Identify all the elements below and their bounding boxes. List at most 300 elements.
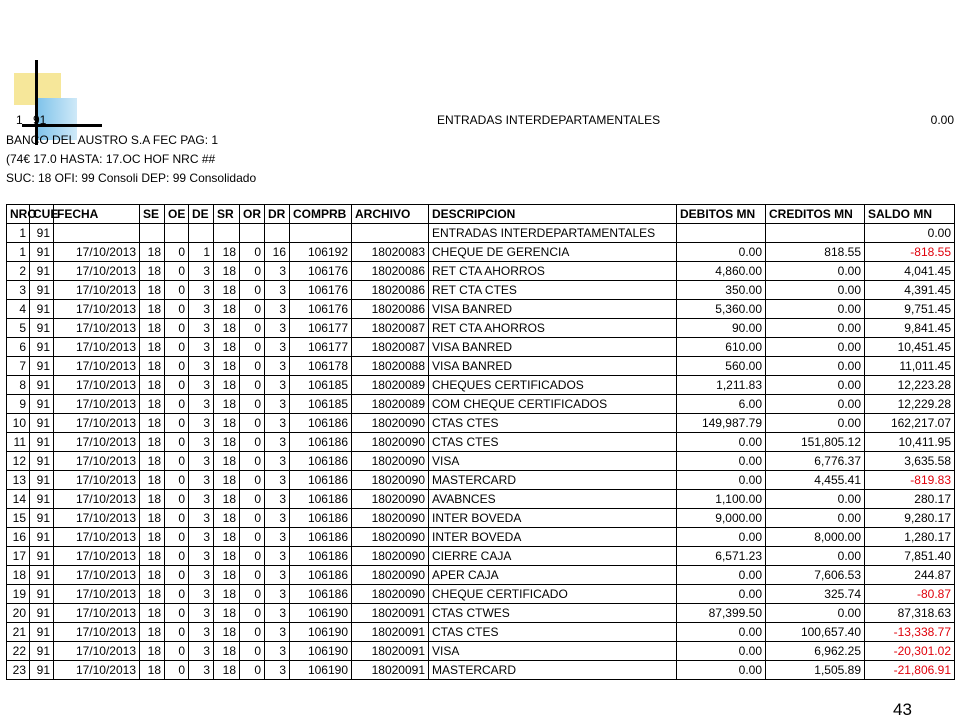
cell-comprb: 106190	[290, 623, 352, 642]
table-row	[7, 661, 955, 680]
cell-saldo: 4,041.45	[865, 262, 955, 281]
cell-comprb: 106185	[290, 376, 352, 395]
cell-cue: 91	[30, 490, 54, 509]
cell-cue: 91	[30, 395, 54, 414]
cell-sr: 18	[214, 623, 240, 642]
cell-sr: 18	[214, 585, 240, 604]
cell-se: 18	[140, 376, 165, 395]
cell-cue: 91	[30, 471, 54, 490]
cell-de	[189, 224, 214, 243]
table-row	[7, 376, 955, 395]
cell-or: 0	[240, 395, 265, 414]
transactions-table	[6, 204, 955, 680]
table-row	[7, 262, 955, 281]
cell-dr: 3	[265, 661, 290, 680]
cell-dr: 3	[265, 452, 290, 471]
cell-saldo: 7,851.40	[865, 547, 955, 566]
cell-saldo: -80.87	[865, 585, 955, 604]
cell-archivo: 18020086	[352, 281, 429, 300]
cell-archivo: 18020086	[352, 262, 429, 281]
cell-sr: 18	[214, 661, 240, 680]
cell-nro: 1	[7, 224, 30, 243]
cell-fecha: 17/10/2013	[54, 642, 140, 661]
cell-archivo: 18020090	[352, 585, 429, 604]
cell-saldo: 10,411.95	[865, 433, 955, 452]
cell-nro: 10	[7, 414, 30, 433]
cell-oe: 0	[165, 281, 189, 300]
cell-saldo: -20,301.02	[865, 642, 955, 661]
table-row	[7, 243, 955, 262]
col-header-descripcion: DESCRIPCION	[429, 205, 677, 224]
cell-debitos: 9,000.00	[677, 509, 766, 528]
cell-archivo: 18020090	[352, 566, 429, 585]
cell-comprb: 106176	[290, 281, 352, 300]
cell-oe: 0	[165, 604, 189, 623]
cell-fecha: 17/10/2013	[54, 452, 140, 471]
cell-or: 0	[240, 300, 265, 319]
cell-debitos: 0.00	[677, 642, 766, 661]
cell-de: 3	[189, 281, 214, 300]
cell-descripcion: ENTRADAS INTERDEPARTAMENTALES	[429, 224, 677, 243]
cell-creditos: 6,962.25	[766, 642, 865, 661]
cell-creditos: 0.00	[766, 414, 865, 433]
cell-de: 3	[189, 338, 214, 357]
cell-archivo: 18020089	[352, 395, 429, 414]
cell-se: 18	[140, 281, 165, 300]
cell-debitos: 6,571.23	[677, 547, 766, 566]
cell-se: 18	[140, 642, 165, 661]
cell-debitos	[677, 224, 766, 243]
cell-cue: 91	[30, 547, 54, 566]
cell-creditos: 0.00	[766, 547, 865, 566]
col-header-creditos: CREDITOS MN	[766, 205, 865, 224]
cell-descripcion: RET CTA CTES	[429, 281, 677, 300]
cell-debitos: 0.00	[677, 585, 766, 604]
cell-archivo: 18020088	[352, 357, 429, 376]
table-row	[7, 585, 955, 604]
cell-dr: 3	[265, 566, 290, 585]
cell-archivo: 18020089	[352, 376, 429, 395]
col-header-sr: SR	[214, 205, 240, 224]
cell-descripcion: CTAS CTES	[429, 414, 677, 433]
table-row	[7, 224, 955, 243]
summary-saldo: 0.00	[930, 113, 954, 127]
cell-dr: 3	[265, 319, 290, 338]
cell-creditos: 100,657.40	[766, 623, 865, 642]
cell-comprb: 106177	[290, 338, 352, 357]
cell-or	[240, 224, 265, 243]
cell-se: 18	[140, 262, 165, 281]
cell-archivo: 18020091	[352, 661, 429, 680]
cell-saldo: -13,338.77	[865, 623, 955, 642]
cell-de: 3	[189, 471, 214, 490]
cell-saldo: 162,217.07	[865, 414, 955, 433]
cell-debitos: 4,860.00	[677, 262, 766, 281]
cell-comprb: 106186	[290, 528, 352, 547]
table-row	[7, 433, 955, 452]
cell-se: 18	[140, 604, 165, 623]
cell-creditos: 0.00	[766, 376, 865, 395]
cell-se: 18	[140, 395, 165, 414]
cell-fecha: 17/10/2013	[54, 623, 140, 642]
col-header-or: OR	[240, 205, 265, 224]
cell-nro: 16	[7, 528, 30, 547]
cell-sr: 18	[214, 281, 240, 300]
cell-fecha: 17/10/2013	[54, 585, 140, 604]
cell-or: 0	[240, 547, 265, 566]
summary-cue: 91	[33, 113, 47, 127]
cell-debitos: 87,399.50	[677, 604, 766, 623]
cell-descripcion: CIERRE CAJA	[429, 547, 677, 566]
cell-saldo: 9,280.17	[865, 509, 955, 528]
cell-creditos: 0.00	[766, 604, 865, 623]
cell-saldo: 10,451.45	[865, 338, 955, 357]
cell-fecha: 17/10/2013	[54, 243, 140, 262]
cell-dr: 3	[265, 376, 290, 395]
cell-oe: 0	[165, 376, 189, 395]
table-row	[7, 490, 955, 509]
cell-sr: 18	[214, 338, 240, 357]
cell-comprb: 106176	[290, 300, 352, 319]
cell-fecha: 17/10/2013	[54, 547, 140, 566]
cell-dr: 3	[265, 357, 290, 376]
cell-descripcion: COM CHEQUE CERTIFICADOS	[429, 395, 677, 414]
cell-comprb: 106186	[290, 585, 352, 604]
cell-fecha: 17/10/2013	[54, 357, 140, 376]
cell-archivo: 18020090	[352, 414, 429, 433]
cell-saldo: 87,318.63	[865, 604, 955, 623]
cell-oe: 0	[165, 262, 189, 281]
cell-sr: 18	[214, 490, 240, 509]
cell-dr: 3	[265, 642, 290, 661]
col-header-comprb: COMPRB	[290, 205, 352, 224]
cell-saldo: -21,806.91	[865, 661, 955, 680]
cell-nro: 1	[7, 243, 30, 262]
cell-creditos: 0.00	[766, 395, 865, 414]
cell-fecha: 17/10/2013	[54, 604, 140, 623]
cell-se	[140, 224, 165, 243]
cell-sr	[214, 224, 240, 243]
cell-descripcion: CTAS CTES	[429, 623, 677, 642]
cell-comprb: 106186	[290, 433, 352, 452]
cell-dr: 3	[265, 490, 290, 509]
cell-oe: 0	[165, 300, 189, 319]
cell-se: 18	[140, 414, 165, 433]
cell-archivo: 18020087	[352, 338, 429, 357]
cell-oe: 0	[165, 642, 189, 661]
cell-comprb: 106186	[290, 452, 352, 471]
cell-de: 1	[189, 243, 214, 262]
cell-saldo: 4,391.45	[865, 281, 955, 300]
cell-dr: 3	[265, 281, 290, 300]
cell-saldo: 12,223.28	[865, 376, 955, 395]
cell-oe: 0	[165, 243, 189, 262]
cell-saldo: 1,280.17	[865, 528, 955, 547]
cell-archivo: 18020086	[352, 300, 429, 319]
cell-debitos: 6.00	[677, 395, 766, 414]
cell-descripcion: VISA	[429, 642, 677, 661]
cell-dr: 3	[265, 262, 290, 281]
table-row	[7, 509, 955, 528]
cell-creditos: 0.00	[766, 319, 865, 338]
cell-fecha: 17/10/2013	[54, 528, 140, 547]
cell-comprb: 106177	[290, 319, 352, 338]
cell-oe: 0	[165, 490, 189, 509]
table-row	[7, 642, 955, 661]
cell-debitos: 0.00	[677, 243, 766, 262]
cell-comprb	[290, 224, 352, 243]
cell-se: 18	[140, 661, 165, 680]
cell-descripcion: CTAS CTES	[429, 433, 677, 452]
cell-oe: 0	[165, 471, 189, 490]
cell-archivo: 18020090	[352, 490, 429, 509]
col-header-saldo: SALDO MN	[865, 205, 955, 224]
cell-oe: 0	[165, 414, 189, 433]
cell-or: 0	[240, 281, 265, 300]
cell-cue: 91	[30, 262, 54, 281]
cell-sr: 18	[214, 509, 240, 528]
cell-archivo: 18020090	[352, 471, 429, 490]
cell-debitos: 0.00	[677, 433, 766, 452]
cell-se: 18	[140, 547, 165, 566]
cell-fecha: 17/10/2013	[54, 661, 140, 680]
cell-de: 3	[189, 604, 214, 623]
cell-dr: 3	[265, 509, 290, 528]
cell-cue: 91	[30, 224, 54, 243]
table-row	[7, 281, 955, 300]
cell-archivo: 18020090	[352, 547, 429, 566]
cell-comprb: 106186	[290, 414, 352, 433]
cell-se: 18	[140, 243, 165, 262]
cell-cue: 91	[30, 433, 54, 452]
cell-or: 0	[240, 566, 265, 585]
cell-or: 0	[240, 585, 265, 604]
table-row	[7, 547, 955, 566]
cell-debitos: 610.00	[677, 338, 766, 357]
cell-oe	[165, 224, 189, 243]
cell-sr: 18	[214, 433, 240, 452]
cell-fecha: 17/10/2013	[54, 490, 140, 509]
cell-saldo: 244.87	[865, 566, 955, 585]
col-header-debitos: DEBITOS MN	[677, 205, 766, 224]
col-header-dr: DR	[265, 205, 290, 224]
cell-fecha: 17/10/2013	[54, 471, 140, 490]
cell-fecha	[54, 224, 140, 243]
cell-dr: 3	[265, 547, 290, 566]
cell-oe: 0	[165, 585, 189, 604]
cell-descripcion: AVABNCES	[429, 490, 677, 509]
cell-cue: 91	[30, 642, 54, 661]
cell-de: 3	[189, 490, 214, 509]
cell-de: 3	[189, 661, 214, 680]
cell-creditos: 0.00	[766, 338, 865, 357]
cell-debitos: 149,987.79	[677, 414, 766, 433]
cell-dr: 3	[265, 623, 290, 642]
cell-dr: 3	[265, 585, 290, 604]
cell-archivo: 18020091	[352, 623, 429, 642]
cell-archivo	[352, 224, 429, 243]
col-header-de: DE	[189, 205, 214, 224]
cell-oe: 0	[165, 623, 189, 642]
cell-or: 0	[240, 623, 265, 642]
cell-comprb: 106190	[290, 642, 352, 661]
cell-debitos: 0.00	[677, 452, 766, 471]
cell-creditos: 8,000.00	[766, 528, 865, 547]
cell-se: 18	[140, 319, 165, 338]
cell-sr: 18	[214, 566, 240, 585]
cell-se: 18	[140, 452, 165, 471]
cell-creditos: 0.00	[766, 281, 865, 300]
cell-dr: 3	[265, 471, 290, 490]
cell-nro: 5	[7, 319, 30, 338]
cell-oe: 0	[165, 528, 189, 547]
cell-or: 0	[240, 414, 265, 433]
cell-fecha: 17/10/2013	[54, 300, 140, 319]
cell-debitos: 0.00	[677, 623, 766, 642]
cell-de: 3	[189, 509, 214, 528]
cell-sr: 18	[214, 471, 240, 490]
cell-sr: 18	[214, 642, 240, 661]
cell-nro: 2	[7, 262, 30, 281]
cell-sr: 18	[214, 452, 240, 471]
cell-de: 3	[189, 414, 214, 433]
cell-descripcion: RET CTA AHORROS	[429, 262, 677, 281]
cell-comprb: 106185	[290, 395, 352, 414]
cell-creditos: 0.00	[766, 509, 865, 528]
cell-archivo: 18020090	[352, 509, 429, 528]
cell-creditos: 0.00	[766, 300, 865, 319]
cell-cue: 91	[30, 338, 54, 357]
cell-dr: 3	[265, 395, 290, 414]
cell-archivo: 18020090	[352, 452, 429, 471]
cell-debitos: 0.00	[677, 528, 766, 547]
cell-creditos: 6,776.37	[766, 452, 865, 471]
cell-or: 0	[240, 642, 265, 661]
col-header-archivo: ARCHIVO	[352, 205, 429, 224]
cell-archivo: 18020090	[352, 528, 429, 547]
cell-creditos: 0.00	[766, 262, 865, 281]
cell-archivo: 18020091	[352, 642, 429, 661]
cell-de: 3	[189, 300, 214, 319]
cell-oe: 0	[165, 547, 189, 566]
cell-or: 0	[240, 338, 265, 357]
cell-cue: 91	[30, 376, 54, 395]
cell-de: 3	[189, 623, 214, 642]
cell-cue: 91	[30, 414, 54, 433]
summary-nro: 1	[16, 113, 23, 127]
cell-descripcion: INTER BOVEDA	[429, 509, 677, 528]
cell-de: 3	[189, 547, 214, 566]
cell-se: 18	[140, 623, 165, 642]
cell-nro: 21	[7, 623, 30, 642]
cell-nro: 22	[7, 642, 30, 661]
cell-or: 0	[240, 509, 265, 528]
cell-creditos: 151,805.12	[766, 433, 865, 452]
cell-sr: 18	[214, 395, 240, 414]
cell-comprb: 106192	[290, 243, 352, 262]
table-row	[7, 395, 955, 414]
cell-creditos: 0.00	[766, 357, 865, 376]
cell-nro: 23	[7, 661, 30, 680]
table-row	[7, 623, 955, 642]
cell-cue: 91	[30, 661, 54, 680]
cell-comprb: 106176	[290, 262, 352, 281]
cell-dr: 3	[265, 300, 290, 319]
cell-or: 0	[240, 452, 265, 471]
cell-de: 3	[189, 376, 214, 395]
cell-de: 3	[189, 262, 214, 281]
table-row	[7, 338, 955, 357]
cell-de: 3	[189, 433, 214, 452]
cell-debitos: 0.00	[677, 471, 766, 490]
col-header-fecha: FECHA	[54, 205, 140, 224]
cell-dr: 3	[265, 338, 290, 357]
cell-oe: 0	[165, 319, 189, 338]
cell-cue: 91	[30, 357, 54, 376]
cell-nro: 15	[7, 509, 30, 528]
table-row	[7, 471, 955, 490]
summary-descripcion: ENTRADAS INTERDEPARTAMENTALES	[437, 113, 661, 127]
cell-or: 0	[240, 433, 265, 452]
cell-nro: 14	[7, 490, 30, 509]
cell-nro: 12	[7, 452, 30, 471]
cell-debitos: 5,360.00	[677, 300, 766, 319]
cell-debitos: 0.00	[677, 566, 766, 585]
cell-cue: 91	[30, 243, 54, 262]
cell-nro: 17	[7, 547, 30, 566]
cell-sr: 18	[214, 357, 240, 376]
cell-saldo: 12,229.28	[865, 395, 955, 414]
cell-fecha: 17/10/2013	[54, 376, 140, 395]
page-number: 43	[893, 700, 912, 719]
cell-sr: 18	[214, 376, 240, 395]
cell-creditos: 818.55	[766, 243, 865, 262]
cell-saldo: 280.17	[865, 490, 955, 509]
col-header-cue: CUE	[30, 205, 54, 224]
cell-oe: 0	[165, 433, 189, 452]
cell-comprb: 106186	[290, 547, 352, 566]
cell-oe: 0	[165, 338, 189, 357]
table-row	[7, 604, 955, 623]
cell-saldo: 0.00	[865, 224, 955, 243]
cell-comprb: 106186	[290, 471, 352, 490]
cell-cue: 91	[30, 623, 54, 642]
cell-sr: 18	[214, 604, 240, 623]
cell-cue: 91	[30, 509, 54, 528]
cell-cue: 91	[30, 319, 54, 338]
cell-se: 18	[140, 471, 165, 490]
cell-comprb: 106190	[290, 661, 352, 680]
table-row	[7, 357, 955, 376]
cell-nro: 4	[7, 300, 30, 319]
table-row	[7, 452, 955, 471]
cell-oe: 0	[165, 566, 189, 585]
cell-descripcion: MASTERCARD	[429, 661, 677, 680]
cell-nro: 3	[7, 281, 30, 300]
cell-oe: 0	[165, 661, 189, 680]
cell-sr: 18	[214, 547, 240, 566]
col-header-oe: OE	[165, 205, 189, 224]
cell-nro: 7	[7, 357, 30, 376]
cell-descripcion: CTAS CTWES	[429, 604, 677, 623]
cell-fecha: 17/10/2013	[54, 338, 140, 357]
cell-creditos: 7,606.53	[766, 566, 865, 585]
cell-or: 0	[240, 262, 265, 281]
cell-creditos: 1,505.89	[766, 661, 865, 680]
summary-line	[6, 113, 954, 129]
cell-sr: 18	[214, 300, 240, 319]
cell-descripcion: MASTERCARD	[429, 471, 677, 490]
